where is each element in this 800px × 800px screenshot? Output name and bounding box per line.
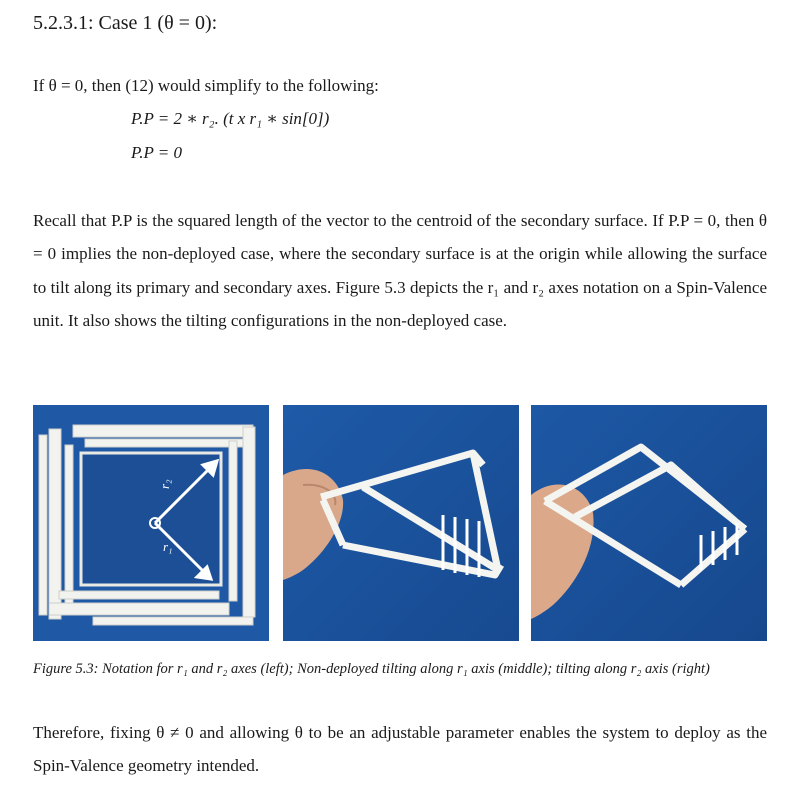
figure-panel-left (33, 405, 269, 641)
paragraph-recall: Recall that P.P is the squared length of the vector to the centroid of the secondary surface. If P.P = 0, then θ = 0 implies the non-deployed case, where the secondary surface is at the origin while allowing the surface to tilt along its primary and secondary axes. Figure 5.3 depicts the r₁ and r₂ axes notation on a Spin-Valence unit. It also shows the tilting configurations in the non-deployed case. (33, 211, 767, 331)
figure-caption: Figure 5.3: Notation for r₁ and r₂ axes (left); Non-deployed tilting along r₁ axis (middle); tilting along r₂ axis (right) (33, 661, 710, 677)
axis-label-r2: r₂ (157, 479, 172, 489)
figure-5-3 (33, 405, 767, 641)
figure-panel-right (531, 405, 767, 641)
spin-valence-tilt-r1-photo (283, 405, 519, 641)
spin-valence-tilt-r2-photo (531, 405, 767, 641)
intro-text: If θ = 0, then (12) would simplify to the following: (33, 76, 379, 95)
figure-panel-middle (283, 405, 519, 641)
axis-label-r1: r₁ (163, 539, 173, 554)
equation-2: P.P = 0 (131, 143, 182, 162)
spin-valence-flat-photo (33, 405, 269, 641)
paragraph-therefore: Therefore, fixing θ ≠ 0 and allowing θ to be an adjustable parameter enables the system to deploy as the Spin-Valence geometry intended. (33, 723, 767, 776)
section-heading: 5.2.3.1: Case 1 (θ = 0): (33, 12, 218, 34)
equation-1: P.P = 2 ∗ r₂. (t x r₁ ∗ sin[0]) (131, 109, 330, 128)
